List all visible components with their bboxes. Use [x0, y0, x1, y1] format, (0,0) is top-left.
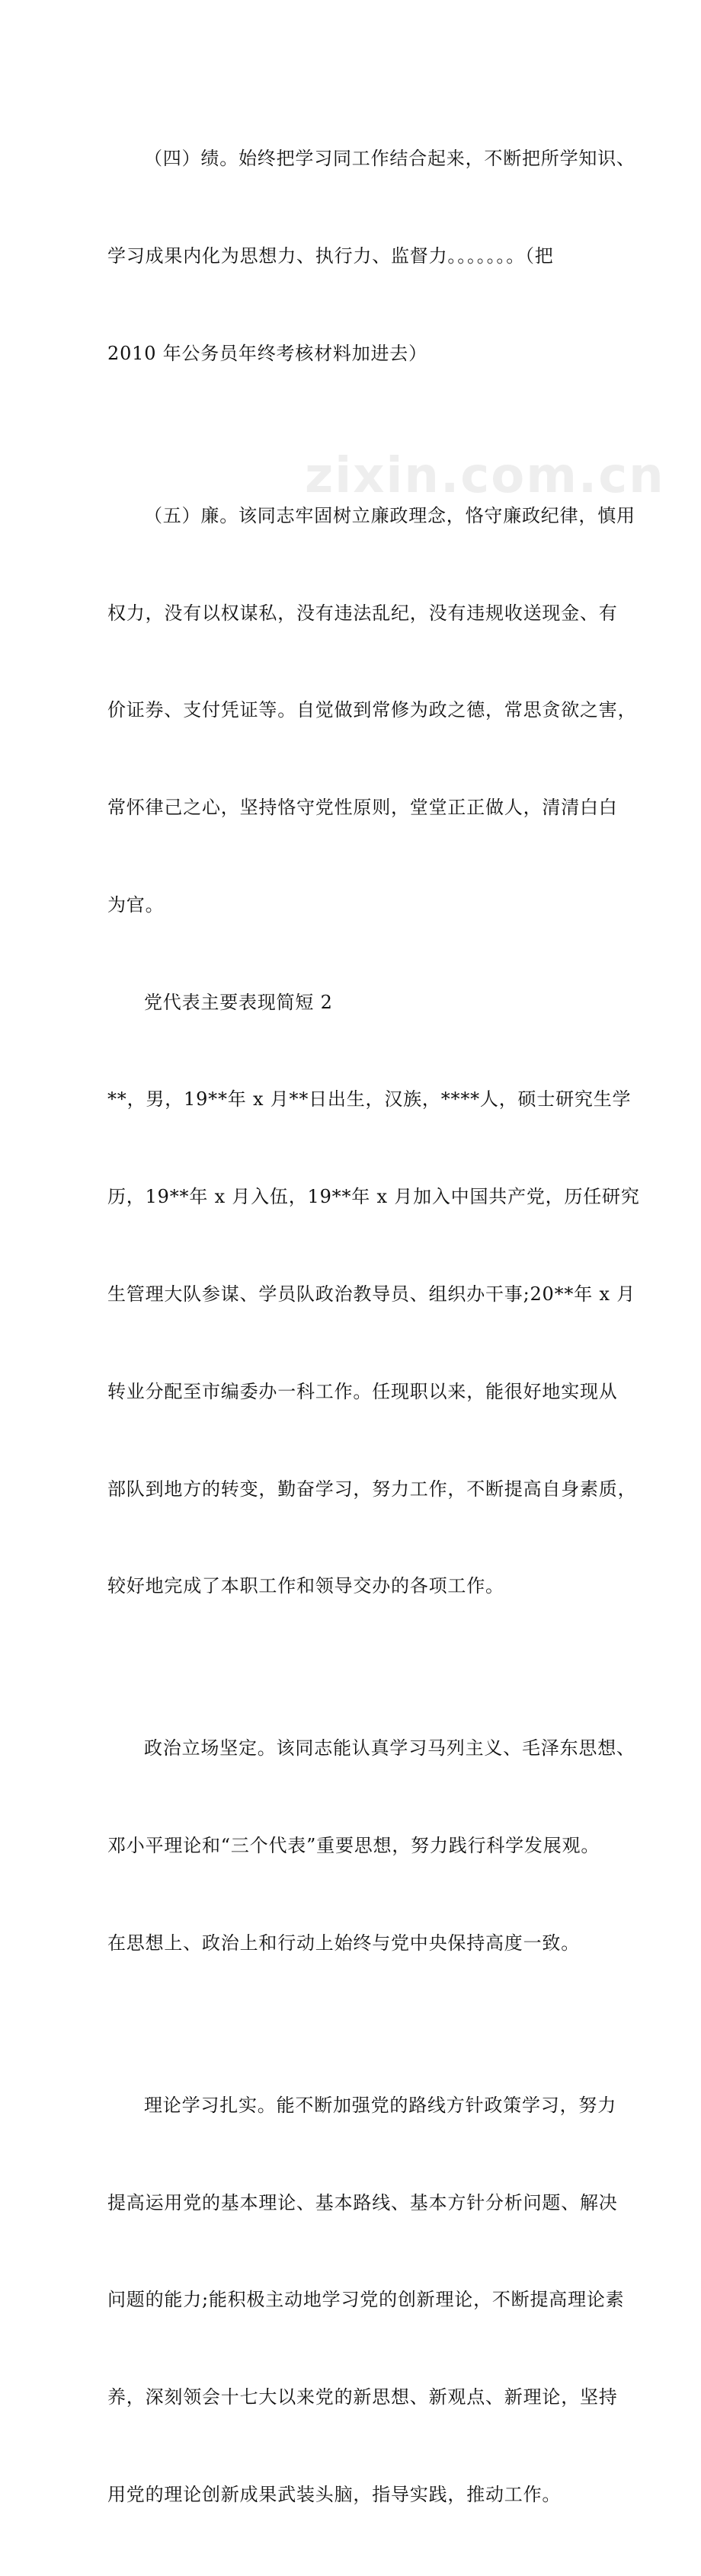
text-line: **，男，19**年 x 月**日出生，汉族，****人，硕士研究生学 — [107, 1088, 632, 1111]
text-line: 部队到地方的转变，勤奋学习，努力工作，不断提高自身素质， — [107, 1478, 637, 1500]
text-line: 理论学习扎实。能不断加强党的路线方针政策学习，努力 — [144, 2094, 616, 2116]
watermark: zixin.com.cn — [305, 448, 665, 504]
paragraph-profile — [107, 1018, 640, 1667]
text-line: 常怀律己之心，坚持恪守党性原则，堂堂正正做人，清清白白 — [107, 797, 618, 819]
document-body — [107, 78, 640, 2576]
text-line: 问题的能力;能积极主动地学习党的创新理论，不断提高理论素 — [107, 2289, 625, 2311]
text-line: 较好地完成了本职工作和领导交办的各项工作。 — [107, 1575, 504, 1597]
text-line: 在思想上、政治上和行动上始终与党中央保持高度一致。 — [107, 1932, 580, 1954]
paragraph-performance — [107, 78, 635, 435]
text-line: （五）廉。该同志牢固树立廉政理念，恪守廉政纪律，慎用 — [144, 504, 635, 526]
text-line: 2010 年公务员年终考核材料加进去） — [107, 342, 427, 364]
text-line: 为官。 — [107, 893, 165, 916]
text-line: 权力，没有以权谋私，没有违法乱纪，没有违规收送现金、有 — [107, 602, 618, 624]
text-line: 生管理大队参谋、学员队政治教导员、组织办干事;20**年 x 月 — [107, 1283, 636, 1305]
text-line: 养，深刻领会十七大以来党的新思想、新观点、新理论，坚持 — [107, 2386, 618, 2408]
text-line: 邓小平理论和“三个代表”重要思想，努力践行科学发展观。 — [107, 1835, 600, 1857]
text-line: （四）绩。始终把学习同工作结合起来，不断把所学知识、 — [144, 148, 635, 170]
text-line: 学习成果内化为思想力、执行力、监督力。。。。。。。（把 — [107, 244, 554, 267]
text-line: 历，19**年 x 月入伍，19**年 x 月加入中国共产党，历任研究 — [107, 1186, 640, 1208]
paragraph-integrity — [107, 435, 637, 986]
text-line: 政治立场坚定。该同志能认真学习马列主义、毛泽东思想、 — [144, 1737, 635, 1759]
section-heading: 党代表主要表现简短 2 — [144, 991, 333, 1013]
text-line: 价证券、支付凭证等。自觉做到常修为政之德，常思贪欲之害， — [107, 699, 637, 721]
text-line: 用党的理论创新成果武装头脑，指导实践，推动工作。 — [107, 2483, 562, 2505]
paragraph-theory-study — [107, 2025, 625, 2576]
text-line: 转业分配至市编委办一科工作。任现职以来，能很好地实现从 — [107, 1380, 618, 1402]
text-line: 提高运用党的基本理论、基本路线、基本方针分析问题、解决 — [107, 2191, 618, 2213]
paragraph-political-stance — [107, 1667, 635, 2025]
